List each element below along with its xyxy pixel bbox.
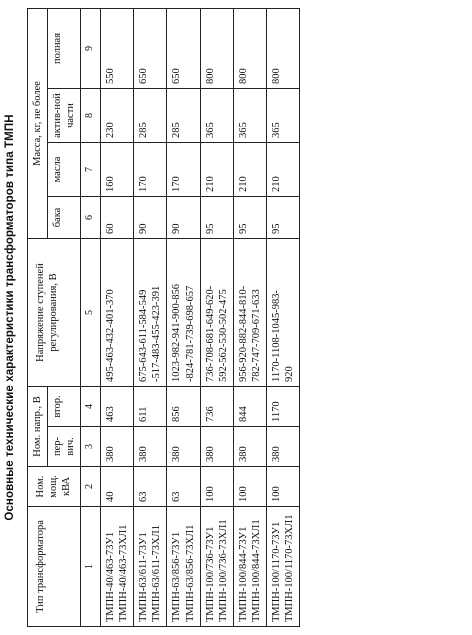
cell-primary: 380: [167, 427, 200, 467]
header-secondary: втор.: [48, 386, 81, 426]
column-number: 5: [81, 238, 101, 386]
header-voltage-group: Ном. напр., В: [28, 386, 48, 466]
cell-type: ТМПН-40/463-73У1 ТМПН-40/463-73ХЛ1: [100, 507, 133, 627]
header-row-1: [28, 8, 48, 626]
cell-secondary: 856: [167, 386, 200, 426]
cell-tank: 90: [134, 196, 167, 238]
header-primary: пер-вич.: [48, 427, 81, 467]
table-row: [134, 8, 167, 626]
cell-oil: 160: [100, 142, 133, 196]
column-number: 6: [81, 196, 101, 238]
cell-steps: 956-920-882-844-810- 782-747-709-671-633: [233, 238, 266, 386]
cell-steps: 675-643-611-584-549 -517-483-455-423-391: [134, 238, 167, 386]
cell-type: ТМПН-100/844-73У1 ТМПН-100/844-73ХЛ1: [233, 507, 266, 627]
cell-tank: 60: [100, 196, 133, 238]
cell-tank: 95: [200, 196, 233, 238]
header-tank: бака: [48, 196, 81, 238]
cell-full: 650: [134, 8, 167, 88]
cell-primary: 380: [134, 427, 167, 467]
cell-power: 100: [233, 467, 266, 507]
cell-full: 550: [100, 8, 133, 88]
cell-full: 800: [200, 8, 233, 88]
cell-power: 40: [100, 467, 133, 507]
cell-primary: 380: [100, 427, 133, 467]
column-number: 4: [81, 386, 101, 426]
cell-steps: 1023-982-941-900-856 -824-781-739-698-657: [167, 238, 200, 386]
cell-power: 100: [200, 467, 233, 507]
column-number: 7: [81, 142, 101, 196]
column-number: 3: [81, 427, 101, 467]
cell-secondary: 463: [100, 386, 133, 426]
cell-primary: 380: [233, 427, 266, 467]
cell-tank: 95: [267, 196, 300, 238]
header-oil: масла: [48, 142, 81, 196]
specs-table: [27, 8, 300, 627]
cell-secondary: 611: [134, 386, 167, 426]
cell-oil: 210: [267, 142, 300, 196]
header-full: полная: [48, 8, 81, 88]
cell-secondary: 844: [233, 386, 266, 426]
cell-active: 230: [100, 88, 133, 142]
table-row: [233, 8, 266, 626]
column-number: 9: [81, 8, 101, 88]
page-title: Основные технические характеристики трансформаторов типа ТМПН: [4, 114, 16, 521]
table-row: [100, 8, 133, 626]
header-power: Ном. мощ. кВА: [28, 467, 81, 507]
header-steps: Напряжение ступеней регулирования, В: [28, 238, 81, 386]
cell-oil: 170: [167, 142, 200, 196]
cell-power: 63: [134, 467, 167, 507]
header-mass-group: Масса, кг, не более: [28, 8, 48, 238]
cell-steps: 495-463-432-401-370: [100, 238, 133, 386]
header-type: Тип трансформатора: [28, 507, 81, 627]
cell-steps: 1170-1108-1045-983- 920: [267, 238, 300, 386]
cell-active: 285: [134, 88, 167, 142]
column-number: 2: [81, 467, 101, 507]
cell-full: 800: [267, 8, 300, 88]
cell-oil: 170: [134, 142, 167, 196]
cell-secondary: 1170: [267, 386, 300, 426]
cell-full: 650: [167, 8, 200, 88]
cell-power: 100: [267, 467, 300, 507]
column-number-row: [81, 8, 101, 626]
cell-type: ТМПН-100/1170-73У1 ТМПН-100/1170-73ХЛ1: [267, 507, 300, 627]
table-row: [267, 8, 300, 626]
cell-steps: 736-708-681-649-620- 592-562-530-502-475: [200, 238, 233, 386]
table-row: [167, 8, 200, 626]
column-number: 8: [81, 88, 101, 142]
cell-secondary: 736: [200, 386, 233, 426]
cell-full: 800: [233, 8, 266, 88]
cell-oil: 210: [233, 142, 266, 196]
column-number: 1: [81, 507, 101, 627]
cell-primary: 380: [267, 427, 300, 467]
cell-active: 285: [167, 88, 200, 142]
cell-power: 63: [167, 467, 200, 507]
cell-oil: 210: [200, 142, 233, 196]
header-active: актив-ной части: [48, 88, 81, 142]
cell-tank: 90: [167, 196, 200, 238]
cell-type: ТМПН-63/856-73У1 ТМПН-63/856-73ХЛ1: [167, 507, 200, 627]
cell-type: ТМПН-100/736-73У1 ТМПН-100/736-73ХЛ1: [200, 507, 233, 627]
cell-active: 365: [267, 88, 300, 142]
cell-type: ТМПН-63/611-73У1 ТМПН-63/611-73ХЛ1: [134, 507, 167, 627]
table-row: [200, 8, 233, 626]
cell-active: 365: [200, 88, 233, 142]
cell-tank: 95: [233, 196, 266, 238]
cell-active: 365: [233, 88, 266, 142]
cell-primary: 380: [200, 427, 233, 467]
